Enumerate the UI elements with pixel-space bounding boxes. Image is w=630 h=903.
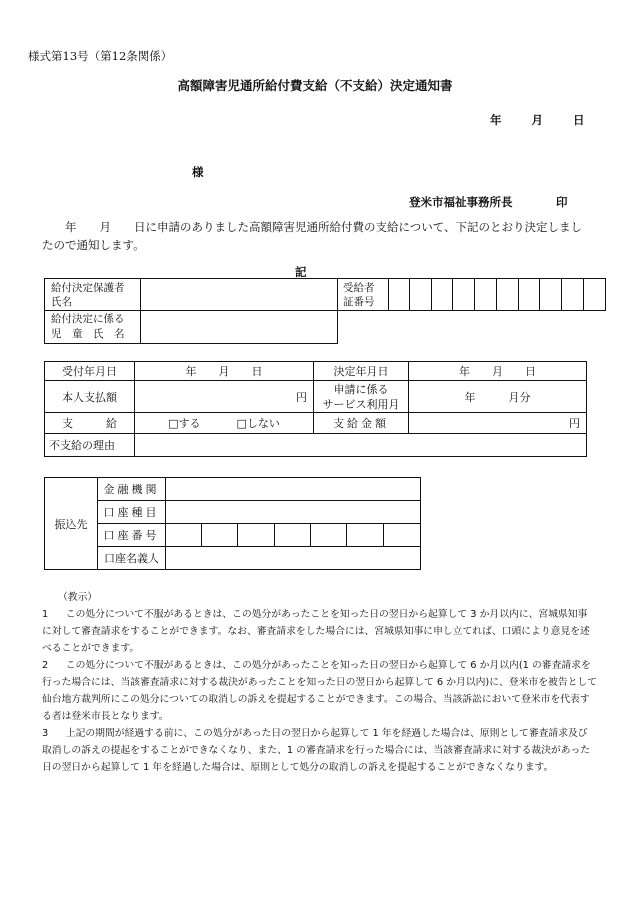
account-holder-field[interactable] xyxy=(166,547,421,570)
recipient-number-digit[interactable] xyxy=(497,279,519,311)
service-month-field[interactable]: 年 月分 xyxy=(409,381,587,413)
intro-paragraph: 年 月 日に申請のありました高額障害児通所給付費の支給について、下記のとおり決定しましたので通知します。 xyxy=(42,220,583,252)
issue-date xyxy=(490,112,585,128)
notes-heading: （教示） xyxy=(58,592,98,603)
guardian-name-field[interactable] xyxy=(141,279,338,311)
payment-no-checkbox[interactable]: □しない xyxy=(236,417,280,430)
account-type-label: 口座種目 xyxy=(98,501,166,524)
document-title: 高額障害児通所給付費支給（不支給）決定通知書 xyxy=(177,78,453,93)
account-holder-label: 口座名義人 xyxy=(98,547,166,570)
recipient-number-digit[interactable] xyxy=(453,279,475,311)
note-item: 3 上記の期間が経過する前に、この処分があった日の翌日から起算して 1 年を経過した場合は、原則として審査請求及び取消しの訴えの提起をすることができなくなり、また、1 の審査請求を行った場合には、当該審査請求に対する裁決があった日の翌日から起算して 1 年を経過した場合は、原則として処分の取消しの訴えを提起することができなくなります。 xyxy=(42,728,591,773)
self-pay-label: 本人支払額 xyxy=(45,381,135,413)
recipient-number-digit[interactable] xyxy=(389,279,410,311)
date-month: 月 xyxy=(531,113,543,127)
bank-field[interactable] xyxy=(166,478,421,501)
recipient-number-digit[interactable] xyxy=(432,279,453,311)
recipient-number-digit[interactable] xyxy=(519,279,540,311)
self-pay-field[interactable]: 円 xyxy=(135,381,314,413)
decision-date-field[interactable]: 年 月 日 xyxy=(409,362,587,381)
decision-table xyxy=(44,361,587,457)
decision-date-label: 決定年月日 xyxy=(314,362,409,381)
child-name-field[interactable] xyxy=(141,311,338,344)
ki-heading: 記 xyxy=(295,265,307,279)
bank-label: 金融機関 xyxy=(98,478,166,501)
nonpayment-reason-field[interactable] xyxy=(135,434,587,457)
payment-label: 支 給 xyxy=(45,413,135,434)
note-item: 2 この処分について不服があるときは、この処分があったことを知った日の翌日から起算して 6 か月以内(1 の審査請求を行った場合には、当該審査請求に対する裁決があったことを知った日の翌日から起算して 6 か月以内)に、登米市を被告として仙台地方裁判所にこの処分についての取消しの訴えを提起することができます。この場合、当該訴訟において登米市を代表する者は登米市長となります。 xyxy=(42,660,598,722)
received-date-field[interactable]: 年 月 日 xyxy=(135,362,314,381)
recipient-number-digit[interactable] xyxy=(584,279,606,311)
account-number-digit[interactable] xyxy=(238,524,275,547)
note-item: 1 この処分について不服があるときは、この処分があったことを知った日の翌日から起算して 3 か月以内に、宮城県知事に対して審査請求をすることができます。なお、審査請求をした場合には、宮城県知事に申し立てれば、口頭により意見を述べることができます。 xyxy=(42,609,590,654)
child-name-label: 給付決定に係る 児 童 氏 名 xyxy=(45,311,141,344)
account-number-digit[interactable] xyxy=(166,524,202,547)
addressee-suffix: 様 xyxy=(192,165,204,179)
service-month-label: 申請に係る サービス利用月 xyxy=(314,381,409,413)
bank-transfer-table xyxy=(44,477,421,570)
account-number-label: 口座番号 xyxy=(98,524,166,547)
recipient-number-digit[interactable] xyxy=(410,279,432,311)
recipient-number-digit[interactable] xyxy=(475,279,497,311)
date-day: 日 xyxy=(573,113,585,127)
notes-section xyxy=(42,589,597,776)
guardian-name-label: 給付決定保護者 氏名 xyxy=(45,279,141,311)
recipient-number-digit[interactable] xyxy=(562,279,584,311)
transfer-label: 振込先 xyxy=(45,478,98,570)
account-number-digit[interactable] xyxy=(384,524,421,547)
account-number-digit[interactable] xyxy=(275,524,311,547)
nonpayment-reason-label: 不支給の理由 xyxy=(45,434,135,457)
payment-yes-checkbox[interactable]: □する xyxy=(168,417,201,430)
payment-choice xyxy=(135,413,314,434)
account-number-digit[interactable] xyxy=(347,524,384,547)
recipient-number-digit[interactable] xyxy=(540,279,562,311)
recipient-table xyxy=(44,278,606,344)
account-number-digit[interactable] xyxy=(202,524,238,547)
date-year: 年 xyxy=(490,113,502,127)
received-date-label: 受付年月日 xyxy=(45,362,135,381)
issuer-name: 登米市福祉事務所長 xyxy=(409,195,513,209)
account-number-digit[interactable] xyxy=(311,524,347,547)
payment-amount-field[interactable]: 円 xyxy=(409,413,587,434)
account-type-field[interactable] xyxy=(166,501,421,524)
payment-amount-label: 支給金額 xyxy=(314,413,409,434)
issuer-seal: 印 xyxy=(556,195,568,209)
form-number: 様式第13号（第12条関係） xyxy=(28,49,173,63)
recipient-number-label: 受給者 証番号 xyxy=(338,279,389,311)
